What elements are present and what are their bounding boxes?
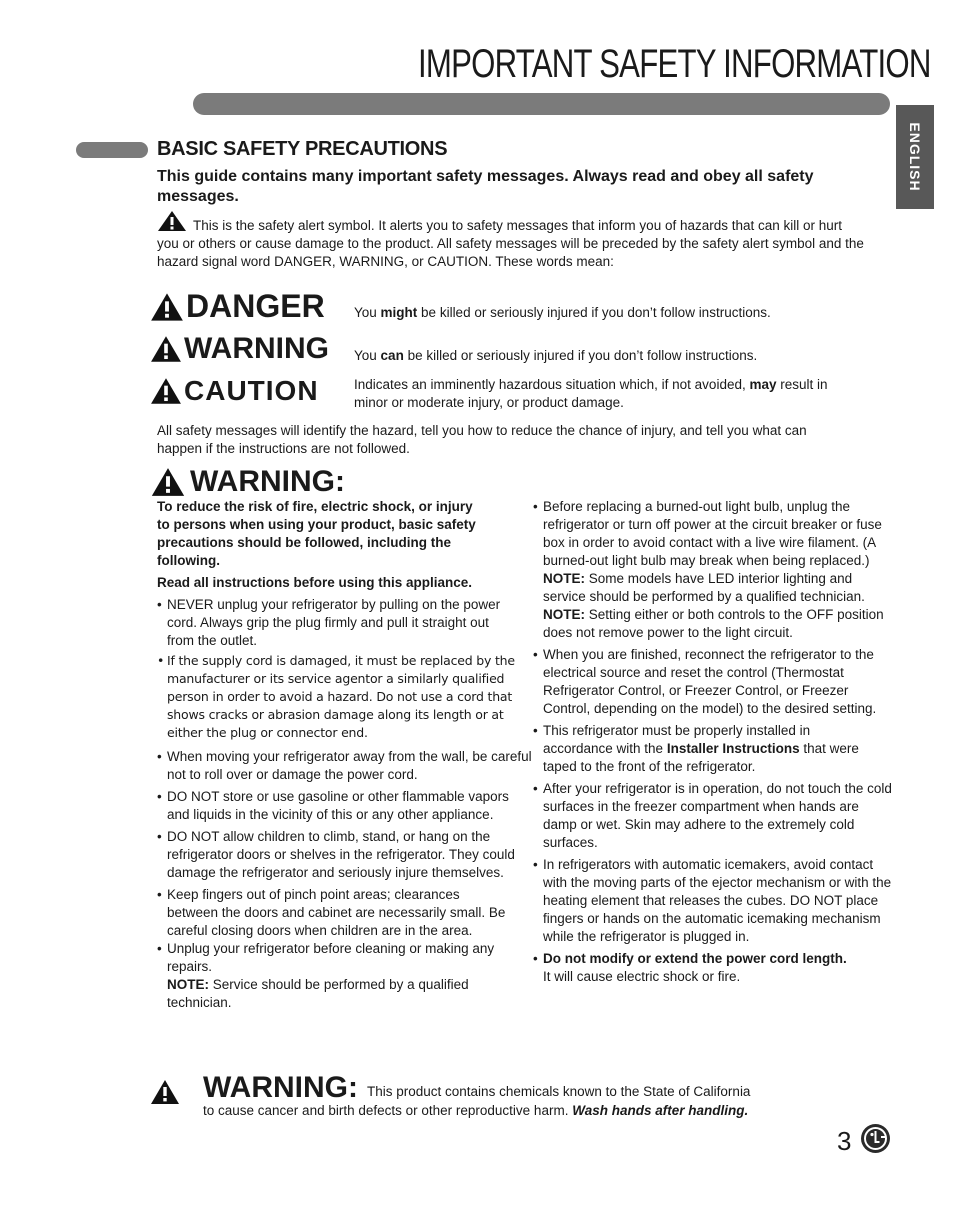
warning-left-list [157, 596, 532, 1012]
danger-desc-post: be killed or seriously injured if you don’t follow instructions. [417, 305, 771, 320]
warning-triangle-icon [150, 377, 182, 405]
caution-signal [150, 375, 319, 407]
warning-desc-post: be killed or seriously injured if you don’t follow instructions. [403, 348, 758, 363]
list-item: • After your refrigerator is in operation, do not touch the cold surfaces in the freezer compartment when hands are damp or wet. Skin may adhere to the extremely cold surfaces. [533, 780, 893, 852]
warning-triangle-icon [150, 1079, 180, 1105]
note-label: NOTE: [543, 571, 585, 586]
safety-alert-text: This is the safety alert symbol. It alerts you to safety messages that inform you of hazards that can kill or hurt you or others or cause damage to the product. All safety messages will be preceded by the safety alert symbol and the hazard signal word DANGER, WARNING, or CAUTION. These words mean: [157, 218, 864, 269]
list-item: • When moving your refrigerator away from the wall, be careful not to roll over or damage the power cord. [157, 748, 532, 784]
caution-desc-post: result in minor or moderate injury, or product damage. [354, 377, 828, 410]
all-messages-note: All safety messages will identify the hazard, tell you how to reduce the chance of injury, and tell you what can happen if the instructions are not followed. [157, 423, 807, 456]
danger-desc-pre: You [354, 305, 381, 320]
prop65-line2 [203, 1102, 748, 1120]
caution-description [354, 376, 834, 412]
warning-left-column [157, 498, 532, 1012]
warning-triangle-icon [150, 292, 184, 322]
list-item-text: Before replacing a burned-out light bulb, unplug the refrigerator or turn off power at the circuit breaker or fuse box in order to avoid contact with a live wire filament. (A burned-out light bulb may break when being replaced.) [543, 499, 882, 568]
prop65-line1: This product contains chemicals known to the State of California [367, 1084, 751, 1099]
note-label: NOTE: [167, 977, 209, 992]
caution-desc-pre: Indicates an imminently hazardous situation which, if not avoided, [354, 377, 750, 392]
list-item: • If the supply cord is damaged, it must be replaced by the manufacturer or its service agentor a similarly qualified person in order to avoid a hazard. Do not use a cord that shows cracks or abrasion damage along its length or at either the plug or connector end. [157, 652, 537, 742]
warning-desc-pre: You [354, 348, 381, 363]
caution-desc-em: may [749, 377, 777, 392]
warning-word: WARNING [184, 332, 329, 365]
lg-logo-mark [861, 1124, 890, 1153]
list-item: • DO NOT store or use gasoline or other flammable vapors and liquids in the vicinity of this or any other appliance. [157, 788, 517, 824]
list-item-text: This refrigerator must be properly installed in accordance with the [543, 723, 811, 756]
note-text: Setting either or both controls to the OFF position does not remove power to the light circuit. [543, 607, 884, 640]
danger-desc-em: might [380, 305, 418, 320]
danger-description [354, 304, 854, 322]
warning-triangle-icon [157, 210, 187, 232]
warning-right-list [533, 498, 893, 986]
warning-heading [150, 465, 345, 499]
list-item [533, 498, 893, 642]
lg-logo-icon [861, 1124, 890, 1153]
section-title: BASIC SAFETY PRECAUTIONS [157, 138, 448, 160]
warning-lead: To reduce the risk of fire, electric shock, or injury to persons when using your product, basic safety precautions should be followed, including the following. [157, 499, 476, 568]
warning-description [354, 347, 854, 365]
caution-word: CAUTION [184, 375, 319, 406]
prop65-heading: WARNING: [203, 1071, 358, 1104]
list-item-text: Unplug your refrigerator before cleaning or making any repairs. [167, 941, 495, 974]
safety-alert-paragraph [157, 210, 867, 271]
list-item-emphasis: Installer Instructions [666, 741, 800, 756]
read-all-instructions: Read all instructions before using this appliance. [157, 575, 473, 590]
list-item [533, 722, 873, 776]
danger-word: DANGER [186, 288, 325, 324]
note-text: Some models have LED interior lighting and service should be performed by a qualified technician. [543, 571, 865, 604]
page-number: 3 [837, 1126, 852, 1156]
list-item-emphasis: Do not modify or extend the power cord length. [543, 951, 847, 966]
list-item: • NEVER unplug your refrigerator by pulling on the power cord. Always grip the plug firmly and pull it straight out from the outlet. [157, 596, 502, 650]
danger-signal [150, 288, 325, 325]
list-item: • When you are finished, reconnect the refrigerator to the electrical source and reset the control (Thermostat Refrigerator Control, or Freezer Control, or Freezer Control, depending on the model) to the desired setting. [533, 646, 893, 718]
note-text: Service should be performed by a qualified technician. [167, 977, 469, 1010]
section-marker [76, 142, 148, 158]
warning-triangle-icon [150, 335, 182, 363]
warning-desc-em: can [380, 348, 404, 363]
title-bar [193, 93, 890, 115]
list-item-text: that were taped to the front of the refrigerator. [543, 741, 859, 774]
prop65-text: to cause cancer and birth defects or other reproductive harm. [203, 1103, 573, 1118]
section-intro: This guide contains many important safety messages. Always read and obey all safety messages. [157, 168, 814, 205]
list-item: • DO NOT allow children to climb, stand, or hang on the refrigerator doors or shelves in the refrigerator. They could damage the refrigerator and seriously injure themselves. [157, 828, 517, 882]
language-tab-label: ENGLISH [907, 122, 923, 192]
page-title: IMPORTANT SAFETY INFORMATION [418, 42, 931, 86]
warning-triangle-icon [150, 467, 186, 497]
list-item [533, 950, 893, 986]
warning-signal [150, 332, 329, 366]
list-item: • Keep fingers out of pinch point areas; clearances between the doors and cabinet are necessarily small. Be careful closing doors when children are in the area. [157, 886, 512, 940]
list-item-text: It will cause electric shock or fire. [543, 969, 741, 984]
list-item [157, 940, 517, 1012]
note-label: NOTE: [543, 607, 585, 622]
language-tab [896, 105, 934, 209]
list-item: • In refrigerators with automatic icemakers, avoid contact with the moving parts of the ejector mechanism or with the heating element that releases the cubes. DO NOT place fingers or hands on the automatic icemaking mechanism while the refrigerator is plugged in. [533, 856, 893, 946]
warning-right-column [533, 498, 893, 986]
prop65-emphasis: Wash hands after handling. [572, 1103, 749, 1118]
warning-heading-text: WARNING: [190, 465, 345, 498]
